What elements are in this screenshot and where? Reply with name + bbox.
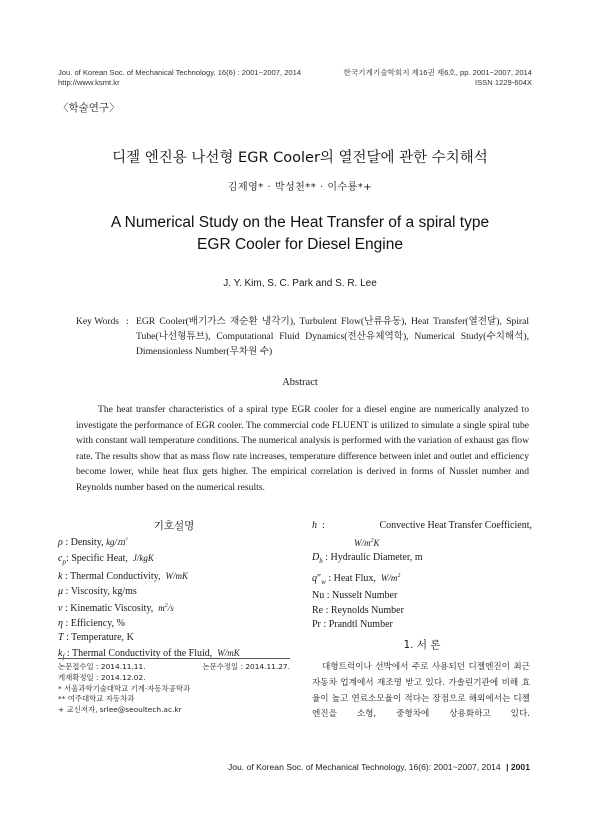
section-1-text: 대형트럭이나 선박에서 주로 사용되던 디젤엔진이 최근 자동차 업계에서 재조명 받고 있다. 가솔린기관에 비해 효율이 높고 연료소모율이 적다는 장점으로 해외에서는 디젤엔진을 소형, 중형차에 상용화하고 있다. <box>312 662 530 720</box>
nomenclature-item: $k_f$ : Thermal Conductivity of the Fluid, W/mK <box>58 647 240 661</box>
received-date: 논문접수일 : 2014.11.11. <box>58 662 146 671</box>
keywords-label: Key Words <box>76 316 120 327</box>
footnotes <box>58 662 290 716</box>
corresponding-author: + 교신저자, srlee@seoultech.ac.kr <box>58 705 182 715</box>
nomenclature-item: Re : Reynolds Number <box>312 604 404 616</box>
nomenclature-item: $c_p$: Specific Heat, J/kgK <box>58 552 154 566</box>
running-header-left <box>58 68 301 88</box>
authors-en: J. Y. Kim, S. C. Park and S. R. Lee <box>223 278 377 289</box>
keywords-separator: : <box>126 316 129 327</box>
nomenclature-item: ρ : Density, kg/㎥ <box>58 537 127 548</box>
keywords-text: EGR Cooler(배기가스 재순환 냉각기), Turbulent Flow(난류유동), Heat Transfer(열전달), Spiral Tube(나선형튜브), Computational Fluid Dynamics(전산유체역학), Numerical Study(수치해석), Dimensionless Number(무차원 수) <box>136 316 529 357</box>
journal-citation: Jou. of Korean Soc. of Mechanical Technology, 16(6) : 2001~2007, 2014 <box>58 68 302 77</box>
affiliation-1: * 서울과학기술대학교 기계·자동차공학과 <box>58 683 191 693</box>
paper-title-kr: 디젤 엔진용 나선형 EGR Cooler의 열전달에 관한 수치해석 <box>112 150 488 166</box>
nomenclature-item: $q''_w$ : Heat Flux, $W/m^2$ <box>312 572 401 586</box>
nomenclature-item: Nu : Nusselt Number <box>312 590 398 601</box>
section-1-heading: 1. 서 론 <box>403 639 441 651</box>
nomenclature-left <box>58 535 290 664</box>
footnote-rule <box>58 658 290 659</box>
paper-title-en-line1: A Numerical Study on the Heat Transfer of a spiral type <box>110 214 490 231</box>
page-footer <box>228 762 530 772</box>
abstract-text: The heat transfer characteristics of a spiral type EGR cooler for a diesel engine are numerically analyzed to investigate the performance of EGR cooler. The commercial code FLUENT is utilized to simulate a single spiral tube with constant wall temperature conditions. The numerical analysis is performed with the variation of exhaust gas flow rate. The results show that as mass flow rate increases, temperature difference between inlet and outlet and efficiency become lower, while heat flux gets higher. The empirical correlation is derived in forms of Nusslet number and Reynolds number based on the numerical results. <box>76 404 530 493</box>
accepted-date: 게재확정일 : 2014.12.02. <box>58 672 146 682</box>
page-number: 2001 <box>510 762 530 772</box>
nomenclature-right <box>312 519 532 633</box>
nomenclature-item: T : Temperature, K <box>58 632 134 643</box>
footer-separator: | <box>506 762 509 772</box>
paper-title-en-line2: EGR Cooler for Diesel Engine <box>197 236 403 253</box>
journal-url: http://www.ksmt.kr <box>58 78 120 87</box>
section-tag: 〈학술연구〉 <box>58 102 120 114</box>
nomenclature-item-unit: $W/m^2K$ <box>354 537 380 548</box>
nomenclature-item: Pr : Prandtl Number <box>312 619 393 630</box>
nomenclature-item: $D_h$ : Hydraulic Diameter, m <box>312 552 423 565</box>
abstract-title: Abstract <box>282 377 318 388</box>
nomenclature-item: η : Efficiency, % <box>58 617 125 629</box>
nomenclature-item: ν : Kinematic Viscosity, $m^2/s$ <box>58 603 174 614</box>
journal-citation-kr: 한국기계기술학회지 제16권 제6호, pp. 2001~2007, 2014 <box>343 68 532 77</box>
authors-kr: 김제영* · 박성천** · 이수룡*+ <box>227 182 373 193</box>
nomenclature-item: k : Thermal Conductivity, W/mK <box>58 571 189 582</box>
nomenclature-heading: 기호설명 <box>153 520 195 532</box>
affiliation-2: ** 여주대학교 자동차과 <box>58 694 135 704</box>
nomenclature-item: μ : Viscosity, kg/ms <box>58 585 137 597</box>
footnote-dates <box>58 662 290 673</box>
nomenclature-item: h : Convective Heat Transfer Coefficient, <box>312 520 532 531</box>
footer-citation: Jou. of Korean Soc. of Mechanical Technology, 16(6): 2001~2007, 2014 <box>227 762 501 772</box>
running-header-right <box>344 68 532 88</box>
issn: ISSN 1229-604X <box>475 78 532 87</box>
revised-date: 논문수정일 : 2014.11.27. <box>202 662 290 671</box>
paper-title-en <box>0 212 600 256</box>
